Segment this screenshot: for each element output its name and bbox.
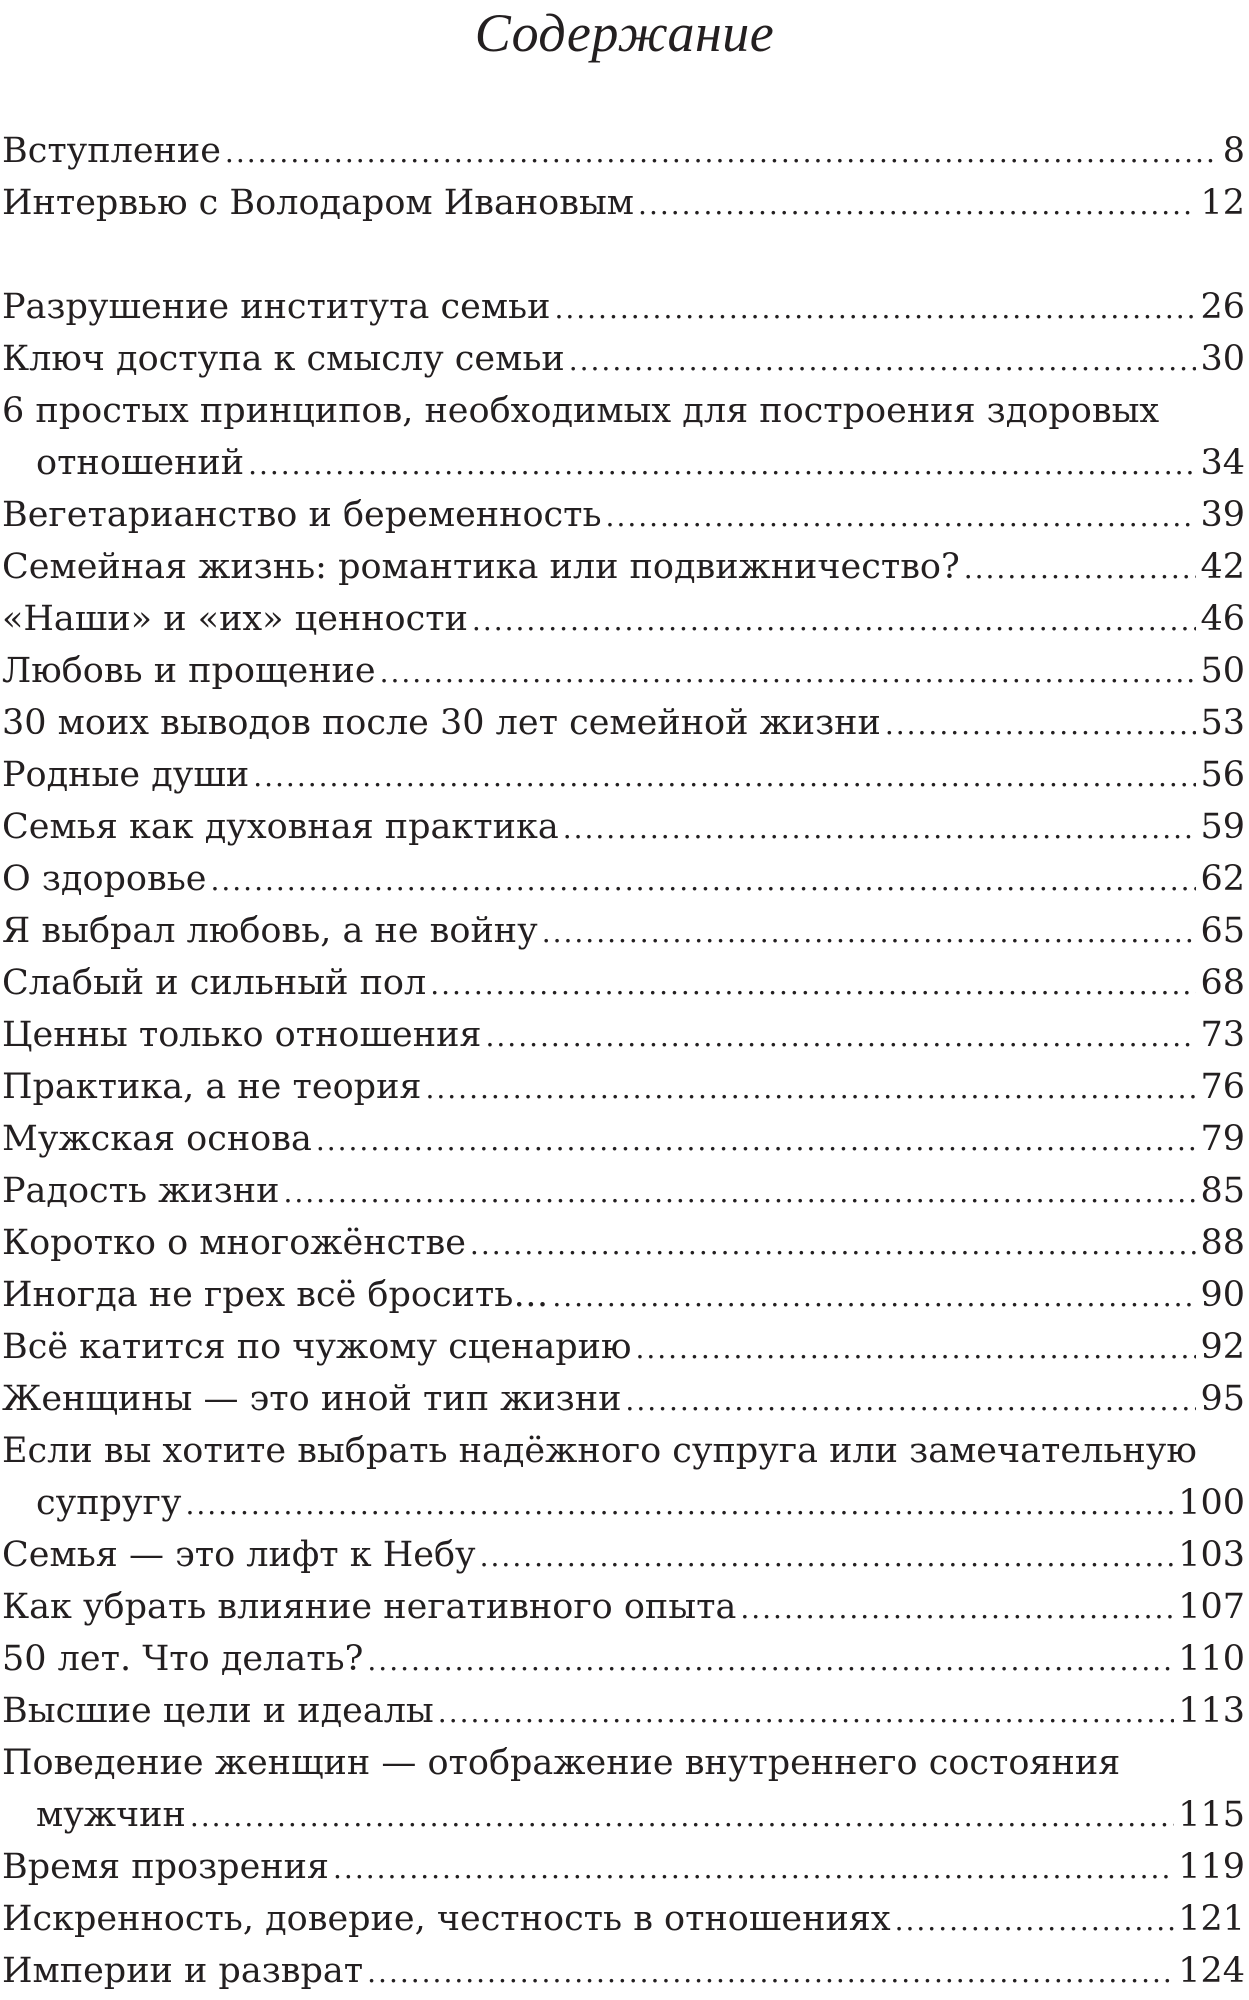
dot-leader (248, 439, 1196, 491)
toc-entry (2, 1269, 1245, 1321)
toc-entry (2, 541, 1245, 593)
toc-entry-title: Семья — это лифт к Небу (2, 1535, 476, 1575)
toc-entry-title: Ценны только отношения (2, 1015, 482, 1055)
toc-entry (2, 1321, 1245, 1373)
dot-leader (253, 751, 1196, 803)
toc-entry-title: Семья как духовная практика (2, 807, 559, 847)
page-title: Содержание (474, 3, 775, 63)
toc-entry-title: Женщины — это иной тип жизни (2, 1379, 622, 1419)
toc-page-number: 56 (1200, 755, 1245, 795)
toc-entry-line (2, 1113, 1245, 1165)
dot-leader (333, 1843, 1174, 1895)
toc-entry-line (2, 1633, 1245, 1685)
toc-entry-title: Вступление (2, 131, 221, 171)
toc-page-number: 90 (1200, 1275, 1245, 1315)
toc-page-number: 113 (1178, 1691, 1245, 1731)
toc-entry-title: Любовь и прощение (2, 651, 376, 691)
toc-entry-title: Всё катится по чужому сценарию (2, 1327, 632, 1367)
toc-entry-line (2, 125, 1245, 177)
toc-entry-title: Семейная жизнь: романтика или подвижничество? (2, 547, 960, 587)
toc-entry-continuation-line (2, 1789, 1245, 1841)
toc-entry (2, 489, 1245, 541)
dot-leader (190, 1791, 1174, 1843)
dot-leader (430, 959, 1196, 1011)
toc-page-number: 68 (1200, 963, 1245, 1003)
toc-page-number: 121 (1178, 1899, 1245, 1939)
toc-page-number: 26 (1200, 287, 1245, 327)
toc-page-number: 30 (1200, 339, 1245, 379)
toc-entry (2, 281, 1245, 333)
toc-entry-line (2, 489, 1245, 541)
toc-entry-title: Искренность, доверие, честность в отношениях (2, 1899, 891, 1939)
toc-entry (2, 1113, 1245, 1165)
toc-entry-title: 50 лет. Что делать? (2, 1639, 364, 1679)
toc-page-number: 119 (1178, 1847, 1245, 1887)
dot-leader (185, 1479, 1174, 1531)
toc-entry-line (2, 645, 1245, 697)
toc-entry-line (2, 1321, 1245, 1373)
toc-entry (2, 1217, 1245, 1269)
toc-entry-title: Поведение женщин — отображение внутреннего состояния (2, 1743, 1121, 1783)
toc-entry (2, 1061, 1245, 1113)
dot-leader (885, 699, 1197, 751)
toc-entry (2, 749, 1245, 801)
toc-entry (2, 697, 1245, 749)
toc-page-number: 103 (1178, 1535, 1245, 1575)
toc-entry-title: Родные души (2, 755, 250, 795)
toc-entry (2, 385, 1245, 489)
toc-entry-line (2, 541, 1245, 593)
toc-page-number: 42 (1200, 547, 1245, 587)
toc-entry-line (2, 1685, 1245, 1737)
toc-page-number: 62 (1200, 859, 1245, 899)
dot-leader (606, 491, 1197, 543)
toc-page-number: 50 (1200, 651, 1245, 691)
toc-entry (2, 1945, 1245, 1997)
toc-entry (2, 1165, 1245, 1217)
toc-entry-line (2, 385, 1245, 437)
toc-entry-title: Иногда не грех всё бросить… (2, 1275, 549, 1315)
toc-entry-continuation-line (2, 437, 1245, 489)
toc-entry-line (2, 1737, 1245, 1789)
toc-entry-title: Если вы хотите выбрать надёжного супруга или замечательную (2, 1431, 1197, 1471)
toc-page-number: 46 (1200, 599, 1245, 639)
dot-leader (438, 1687, 1174, 1739)
toc-entry-title: Высшие цели и идеалы (2, 1691, 434, 1731)
dot-leader (964, 543, 1197, 595)
toc-entry (2, 1685, 1245, 1737)
toc-entry-line (2, 593, 1245, 645)
toc-entry-line (2, 1061, 1245, 1113)
toc-entry-line (2, 1529, 1245, 1581)
toc-entry (2, 125, 1245, 177)
toc-page-number: 107 (1178, 1587, 1245, 1627)
toc-entry (2, 333, 1245, 385)
toc-entry (2, 1841, 1245, 1893)
toc-page-number: 76 (1200, 1067, 1245, 1107)
dot-leader (563, 803, 1197, 855)
dot-leader (367, 1635, 1174, 1687)
toc-entry-title: Империи и разврат (2, 1951, 364, 1991)
toc-entry (2, 853, 1245, 905)
toc-entry-line (2, 957, 1245, 1009)
dot-leader (470, 1219, 1197, 1271)
toc-page-number: 8 (1222, 131, 1245, 171)
toc-entry-line (2, 1165, 1245, 1217)
dot-leader (210, 855, 1196, 907)
toc-entry-line (2, 1373, 1245, 1425)
toc-entry (2, 1737, 1245, 1841)
toc-page-number: 65 (1200, 911, 1245, 951)
toc-entry-title: Как убрать влияние негативного опыта (2, 1587, 737, 1627)
toc-entry-title: Мужская основа (2, 1119, 312, 1159)
toc-entry-title: 30 моих выводов после 30 лет семейной жизни (2, 703, 881, 743)
toc-entry (2, 1425, 1245, 1529)
toc-entry (2, 645, 1245, 697)
toc-entry-title: Ключ доступа к смыслу семьи (2, 339, 565, 379)
toc-entry-line (2, 177, 1245, 229)
toc-entry-title: Коротко о многожёнстве (2, 1223, 466, 1263)
toc-entry-line (2, 281, 1245, 333)
table-of-contents (2, 125, 1245, 1997)
dot-leader (472, 595, 1197, 647)
dot-leader (895, 1895, 1175, 1947)
toc-page-number: 110 (1178, 1639, 1245, 1679)
toc-entry-title: Время прозрения (2, 1847, 330, 1887)
toc-entry (2, 905, 1245, 957)
toc-entry-title: отношений (36, 443, 245, 483)
dot-leader (380, 647, 1197, 699)
toc-entry-line (2, 1269, 1245, 1321)
toc-page-number: 95 (1200, 1379, 1245, 1419)
toc-page-number: 34 (1200, 443, 1245, 483)
toc-entry-line (2, 1425, 1245, 1477)
toc-page-number: 92 (1200, 1327, 1245, 1367)
toc-page-number: 88 (1200, 1223, 1245, 1263)
dot-leader (569, 335, 1197, 387)
toc-entry-line (2, 1009, 1245, 1061)
toc-page-number: 100 (1178, 1483, 1245, 1523)
toc-entry-title: Практика, а не теория (2, 1067, 422, 1107)
toc-entry (2, 1009, 1245, 1061)
toc-page-number: 85 (1200, 1171, 1245, 1211)
toc-entry-title: Интервью с Володаром Ивановым (2, 183, 635, 223)
toc-page-number: 115 (1178, 1795, 1245, 1835)
toc-page-number: 124 (1178, 1951, 1245, 1991)
dot-leader (316, 1115, 1197, 1167)
dot-leader (283, 1167, 1196, 1219)
toc-entry-line (2, 801, 1245, 853)
toc-entry-title: 6 простых принципов, необходимых для построения здоровых (2, 391, 1160, 431)
toc-entry-line (2, 853, 1245, 905)
dot-leader (625, 1375, 1196, 1427)
toc-entry (2, 177, 1245, 229)
toc-entry-title: Я выбрал любовь, а не войну (2, 911, 538, 951)
dot-leader (740, 1583, 1174, 1635)
toc-entry (2, 1893, 1245, 1945)
toc-entry-title: Разрушение института семьи (2, 287, 551, 327)
dot-leader (225, 127, 1219, 179)
toc-entry-line (2, 697, 1245, 749)
toc-entry-line (2, 1893, 1245, 1945)
toc-entry-title: Слабый и сильный пол (2, 963, 427, 1003)
toc-page-number: 79 (1200, 1119, 1245, 1159)
dot-leader (554, 283, 1196, 335)
toc-entry-line (2, 1581, 1245, 1633)
toc-entry (2, 1373, 1245, 1425)
toc-entry-line (2, 905, 1245, 957)
toc-entry (2, 1581, 1245, 1633)
dot-leader (552, 1271, 1196, 1323)
dot-leader (367, 1947, 1174, 1999)
toc-entry-title: мужчин (36, 1795, 186, 1835)
toc-page-number: 12 (1200, 183, 1245, 223)
toc-entry-line (2, 749, 1245, 801)
toc-page-number: 53 (1200, 703, 1245, 743)
toc-entry (2, 593, 1245, 645)
toc-entry-title: О здоровье (2, 859, 207, 899)
dot-leader (638, 179, 1196, 231)
toc-entry-title: «Наши» и «их» ценности (2, 599, 468, 639)
toc-page-number: 39 (1200, 495, 1245, 535)
dot-leader (542, 907, 1197, 959)
toc-entry-line (2, 1841, 1245, 1893)
toc-page-number: 73 (1200, 1015, 1245, 1055)
toc-entry (2, 1633, 1245, 1685)
toc-entry-line (2, 333, 1245, 385)
toc-entry-continuation-line (2, 1477, 1245, 1529)
dot-leader (486, 1011, 1197, 1063)
toc-entry-title: Радость жизни (2, 1171, 280, 1211)
toc-entry (2, 1529, 1245, 1581)
toc-page-number: 59 (1200, 807, 1245, 847)
toc-entry-title: Вегетарианство и беременность (2, 495, 602, 535)
dot-leader (425, 1063, 1196, 1115)
toc-entry-line (2, 1945, 1245, 1997)
toc-entry (2, 957, 1245, 1009)
dot-leader (635, 1323, 1196, 1375)
toc-entry (2, 801, 1245, 853)
toc-entry-title: супругу (36, 1483, 182, 1523)
dot-leader (480, 1531, 1175, 1583)
toc-entry-line (2, 1217, 1245, 1269)
